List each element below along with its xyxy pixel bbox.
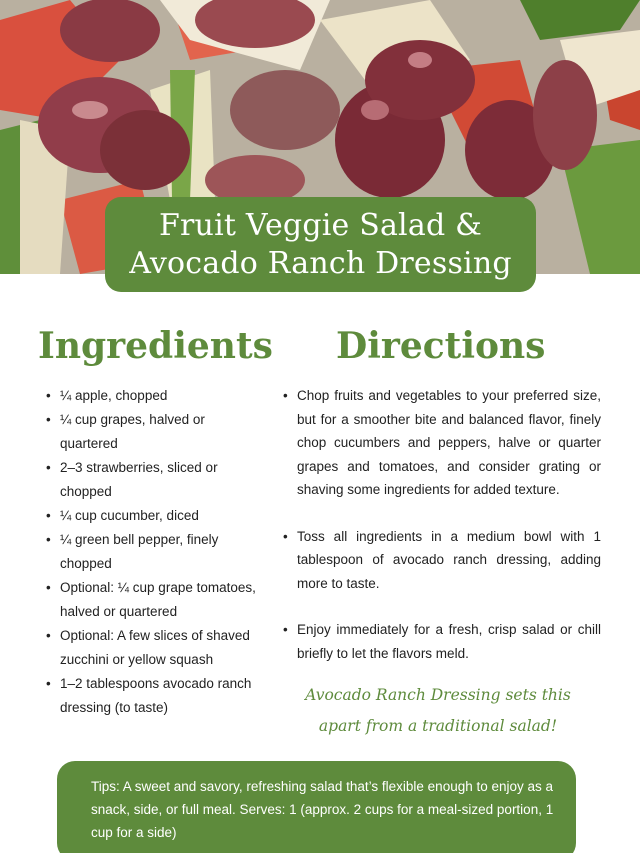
directions-heading: Directions (336, 325, 546, 367)
ingredients-list (46, 384, 256, 720)
ingredient-item: • Optional: A few slices of shaved zucchini or yellow squash (46, 624, 256, 672)
direction-step: • Chop fruits and vegetables to your preferred size, but for a smoother bite and balanced flavor, finely chop cucumbers and peppers, halve or quarter grapes and tomatoes, and consider grating or shaving some ingredients for added texture. (283, 384, 601, 502)
title-banner (105, 197, 536, 292)
tips-text: Tips: A sweet and savory, refreshing salad that’s flexible enough to enjoy as a snack, side, or full meal. Serves: 1 (approx. 2 cups for a meal-sized portion, 1 cup for a side) (91, 779, 554, 840)
dressing-note-line-2: apart from a traditional salad! (318, 717, 558, 735)
directions-list (283, 384, 601, 688)
ingredient-item: • ¼ apple, chopped (46, 384, 256, 408)
ingredient-item: • Optional: ¼ cup grape tomatoes, halved or quartered (46, 576, 256, 624)
ingredient-item: • 2–3 strawberries, sliced or chopped (46, 456, 256, 504)
tips-box (57, 761, 576, 853)
dressing-note-line-1: Avocado Ranch Dressing sets this (305, 686, 571, 704)
title-line-1: Fruit Veggie Salad & (159, 207, 482, 243)
direction-step: • Toss all ingredients in a medium bowl with 1 tablespoon of avocado ranch dressing, adding more to taste. (283, 525, 601, 596)
dressing-note (300, 680, 576, 742)
title-line-2: Avocado Ranch Dressing (129, 245, 512, 281)
ingredient-item: • 1–2 tablespoons avocado ranch dressing (to taste) (46, 672, 256, 720)
direction-step: • Enjoy immediately for a fresh, crisp salad or chill briefly to let the flavors meld. (283, 618, 601, 665)
ingredient-item: • ¼ cup cucumber, diced (46, 504, 256, 528)
ingredient-item: • ¼ cup grapes, halved or quartered (46, 408, 256, 456)
ingredients-heading: Ingredients (38, 325, 273, 367)
ingredient-item: • ¼ green bell pepper, finely chopped (46, 528, 256, 576)
